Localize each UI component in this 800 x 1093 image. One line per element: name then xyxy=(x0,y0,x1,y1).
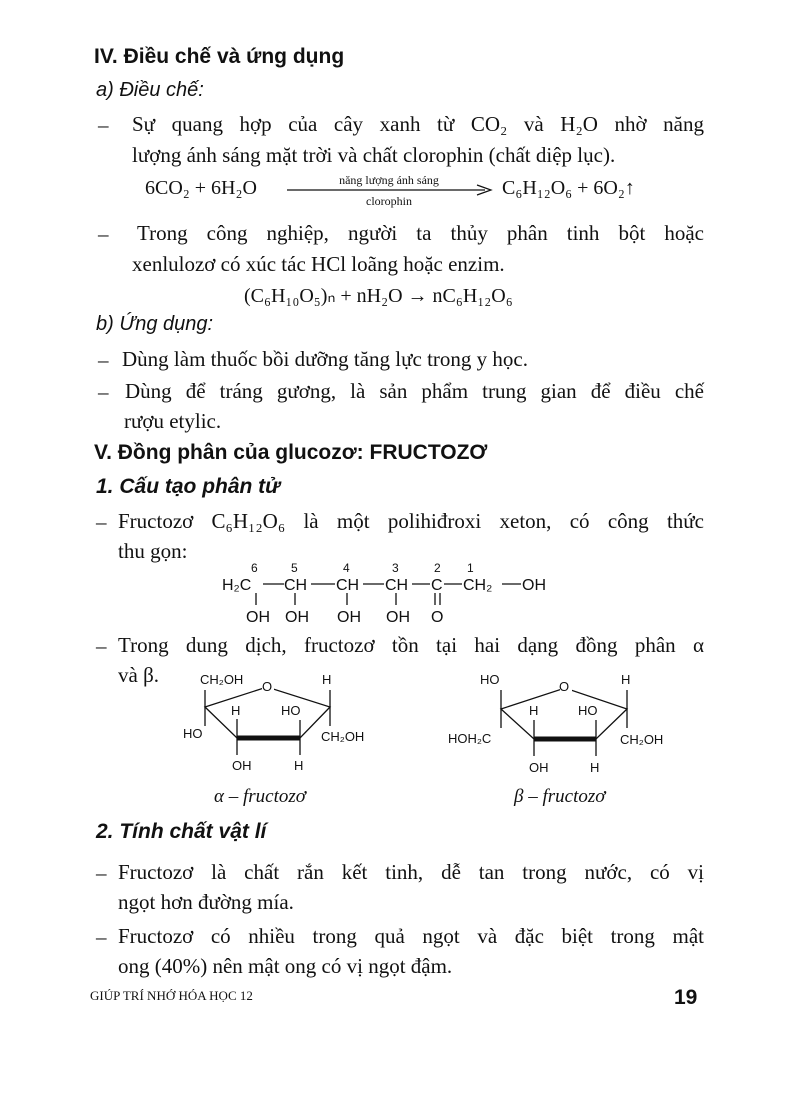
hydroxyl-3: OH xyxy=(386,609,410,626)
alpha-ch2oh-right: CH₂OH xyxy=(321,729,365,744)
subsection-title-physical-properties: 2. Tính chất vật lí xyxy=(96,820,267,843)
subsection-title-preparation: a) Điều chế: xyxy=(96,79,204,101)
carbon-number-5: 5 xyxy=(291,561,298,575)
beta-fructose-ring-structure xyxy=(445,668,685,780)
subsection-title-uses: b) Ứng dụng: xyxy=(96,313,214,335)
equation-products: C₆H₁₂O₆ + 6O₂↑ xyxy=(502,177,635,199)
group-h2c: H₂C xyxy=(222,577,252,594)
running-footer-book-title: GIÚP TRÍ NHỚ HÓA HỌC 12 xyxy=(90,988,253,1003)
beta-ch2oh-right: CH₂OH xyxy=(620,732,664,747)
hydroxyl-4: OH xyxy=(337,609,361,626)
section-title-fructose: V. Đồng phân của glucozơ: FRUCTOZƠ xyxy=(94,441,488,464)
alpha-h-right: H xyxy=(322,672,332,687)
carbon-number-6: 6 xyxy=(251,561,258,575)
alpha-fructose-ring-structure xyxy=(180,668,390,780)
hydroxyl-6: OH xyxy=(246,609,270,626)
alpha-h-inner: H xyxy=(231,703,241,718)
industry-text-line2: xenlulozơ có xúc tác HCl loãng hoặc enzim. xyxy=(132,252,505,276)
alpha-fructose-caption: α – fructozơ xyxy=(214,786,306,807)
carbon-number-1: 1 xyxy=(467,561,474,575)
beta-ring-oxygen: O xyxy=(559,679,570,694)
equation-reactants: 6CO₂ + 6H₂O xyxy=(145,177,257,199)
bullet-dash: – xyxy=(98,222,109,246)
fructose-formula-line1: Fructozơ C₆H₁₂O₆ là một polihiđroxi xeton, có công thức xyxy=(118,509,704,533)
bullet-dash: – xyxy=(98,113,109,137)
bullet-dash: – xyxy=(96,861,107,885)
use-item-2-line1: Dùng để tráng gương, là sản phẩm trung gian để điều chế xyxy=(125,379,704,403)
beta-h-bottom: H xyxy=(590,760,600,775)
alpha-ch2oh-top: CH₂OH xyxy=(200,672,244,687)
bullet-dash: – xyxy=(98,348,109,372)
photosynthesis-text-line2: lượng ánh sáng mặt trời và chất clorophin (chất diệp lục). xyxy=(132,143,616,167)
alpha-ho-left: HO xyxy=(183,726,203,741)
group-c-2: C xyxy=(431,577,443,594)
arrow-condition-catalyst: clorophin xyxy=(366,194,412,208)
physical-property-1-line1: Fructozơ là chất rắn kết tinh, dễ tan trong nước, có vị xyxy=(118,860,704,884)
bullet-dash: – xyxy=(96,510,107,534)
carbonyl-oxygen: O xyxy=(431,609,444,626)
bullet-dash: – xyxy=(98,380,109,404)
physical-property-1-line2: ngọt hơn đường mía. xyxy=(118,890,294,914)
beta-ho-inner: HO xyxy=(578,703,598,718)
beta-h-right: H xyxy=(621,672,631,687)
carbon-number-4: 4 xyxy=(343,561,350,575)
physical-property-2-line1: Fructozơ có nhiều trong quả ngọt và đặc biệt trong mật xyxy=(118,924,704,948)
carbon-number-2: 2 xyxy=(434,561,441,575)
group-ch-3: CH xyxy=(385,577,409,594)
group-ch-5: CH xyxy=(284,577,308,594)
bullet-dash: – xyxy=(96,925,107,949)
fructose-formula-line2: thu gọn: xyxy=(118,539,188,563)
beta-hoh2c-left: HOH₂C xyxy=(448,731,492,746)
photosynthesis-text-line1: Sự quang hợp của cây xanh từ CO₂ và H₂O nhờ năng xyxy=(132,112,704,136)
alpha-oh-bottom: OH xyxy=(232,758,252,773)
physical-property-2-line2: ong (40%) nên mật ong có vị ngọt đậm. xyxy=(118,954,453,978)
carbon-number-3: 3 xyxy=(392,561,399,575)
hydroxyl-5: OH xyxy=(285,609,309,626)
beta-oh-bottom: OH xyxy=(529,760,549,775)
alpha-h-bottom: H xyxy=(294,758,304,773)
beta-ho-top: HO xyxy=(480,672,500,687)
group-ch-4: CH xyxy=(336,577,360,594)
subsection-title-structure: 1. Cấu tạo phân tử xyxy=(96,475,281,498)
beta-h-inner: H xyxy=(529,703,539,718)
use-item-2-line2: rượu etylic. xyxy=(124,409,222,433)
industry-text-line1: Trong công nghiệp, người ta thủy phân tinh bột hoặc xyxy=(137,221,704,245)
group-oh-end: OH xyxy=(522,577,546,594)
page-number: 19 xyxy=(674,986,698,1009)
bullet-dash: – xyxy=(96,634,107,658)
hydrolysis-equation: (C₆H₁₀O₅)ₙ + nH₂O → nC₆H₁₂O₆ xyxy=(244,285,513,307)
fructose-open-chain-structure xyxy=(218,560,558,630)
arrow-condition-light: năng lượng ánh sáng xyxy=(339,173,439,187)
alpha-ring-oxygen: O xyxy=(262,679,273,694)
alpha-ho-inner: HO xyxy=(281,703,301,718)
beta-fructose-caption: β – fructozơ xyxy=(514,786,606,807)
group-ch2-1: CH₂ xyxy=(463,577,493,594)
use-item-1: Dùng làm thuốc bồi dưỡng tăng lực trong y học. xyxy=(122,347,528,371)
isomer-text-line2: và β. xyxy=(118,663,160,687)
section-title-preparation-uses: IV. Điều chế và ứng dụng xyxy=(94,45,345,68)
isomer-text-line1: Trong dung dịch, fructozơ tồn tại hai dạng đồng phân α xyxy=(118,633,704,657)
